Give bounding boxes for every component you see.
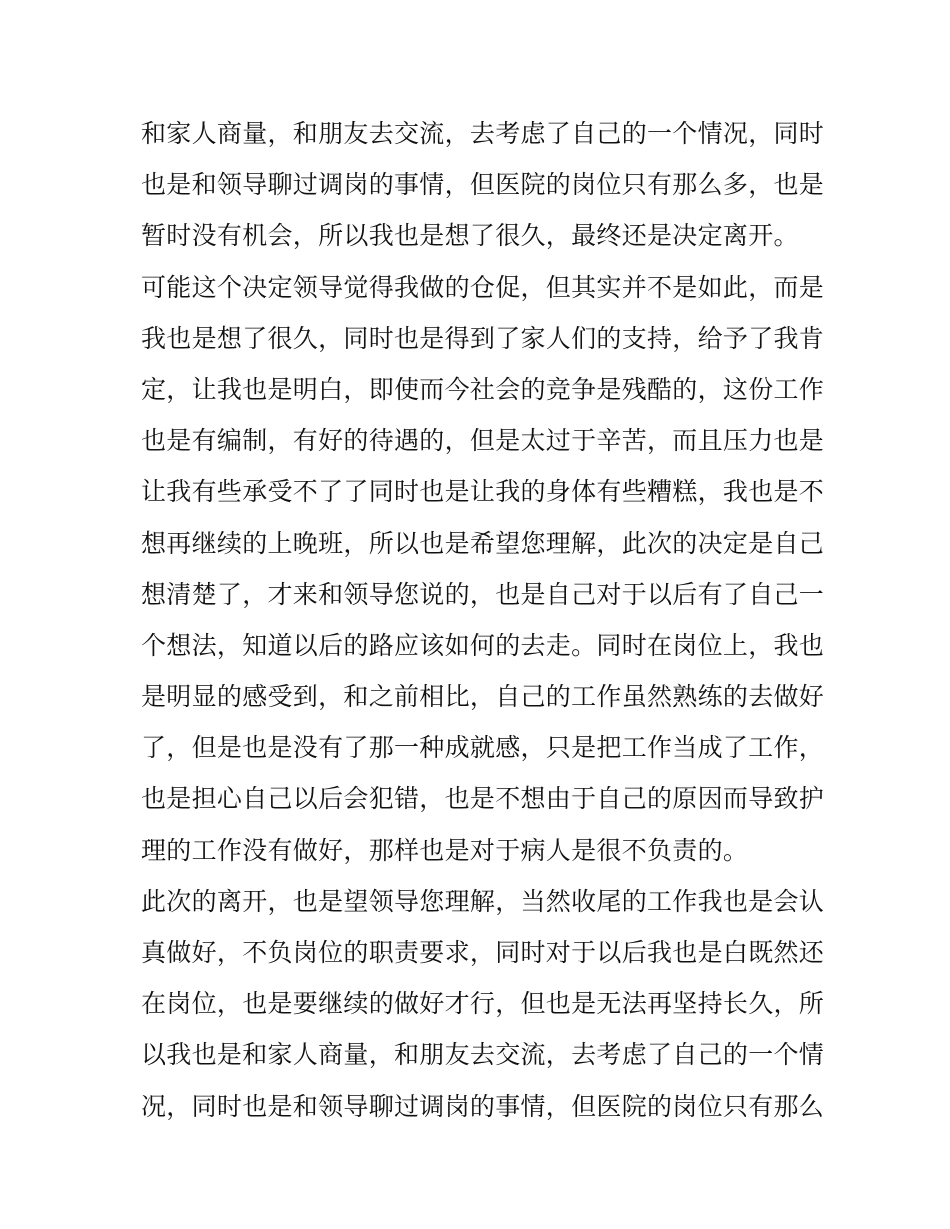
text-line: 我也是想了很久，同时也是得到了家人们的支持，给予了我肯 (141, 323, 825, 353)
text-line: 定，让我也是明白，即使而今社会的竞争是残酷的，这份工作 (141, 374, 825, 404)
text-line: 此次的离开，也是望领导您理解，当然收尾的工作我也是会认 (141, 886, 825, 916)
text-line: 和家人商量，和朋友去交流，去考虑了自己的一个情况，同时 (141, 119, 825, 148)
text-line: 个想法，知道以后的路应该如何的去走。同时在岗位上，我也 (141, 630, 825, 660)
text-line: 让我有些承受不了了同时也是让我的身体有些糟糕，我也是不 (141, 477, 825, 507)
text-line: 真做好，不负岗位的职责要求，同时对于以后我也是白既然还 (141, 938, 825, 967)
text-line: 理的工作没有做好，那样也是对于病人是很不负责的。 (141, 835, 749, 865)
text-line: 可能这个决定领导觉得我做的仓促，但其实并不是如此，而是 (141, 272, 825, 302)
text-line: 是明显的感受到，和之前相比，自己的工作虽然熟练的去做好 (141, 682, 825, 712)
text-line: 了，但是也是没有了那一种成就感，只是把工作当成了工作， (141, 733, 825, 763)
text-line: 想再继续的上晚班，所以也是希望您理解，此次的决定是自己 (141, 528, 825, 558)
text-line: 在岗位，也是要继续的做好才行，但也是无法再坚持长久，所 (141, 989, 825, 1019)
text-line: 况，同时也是和领导聊过调岗的事情，但医院的岗位只有那么 (141, 1091, 825, 1121)
body-text (141, 108, 825, 1132)
text-line: 想清楚了，才来和领导您说的，也是自己对于以后有了自己一 (141, 579, 825, 609)
text-line: 也是担心自己以后会犯错，也是不想由于自己的原因而导致护 (141, 784, 825, 814)
text-line: 也是和领导聊过调岗的事情，但医院的岗位只有那么多，也是 (141, 170, 825, 200)
text-line: 暂时没有机会，所以我也是想了很久，最终还是决定离开。 (141, 221, 799, 251)
text-line: 以我也是和家人商量，和朋友去交流，去考虑了自己的一个情 (141, 1040, 825, 1070)
text-line: 也是有编制，有好的待遇的，但是太过于辛苦，而且压力也是 (141, 426, 825, 456)
